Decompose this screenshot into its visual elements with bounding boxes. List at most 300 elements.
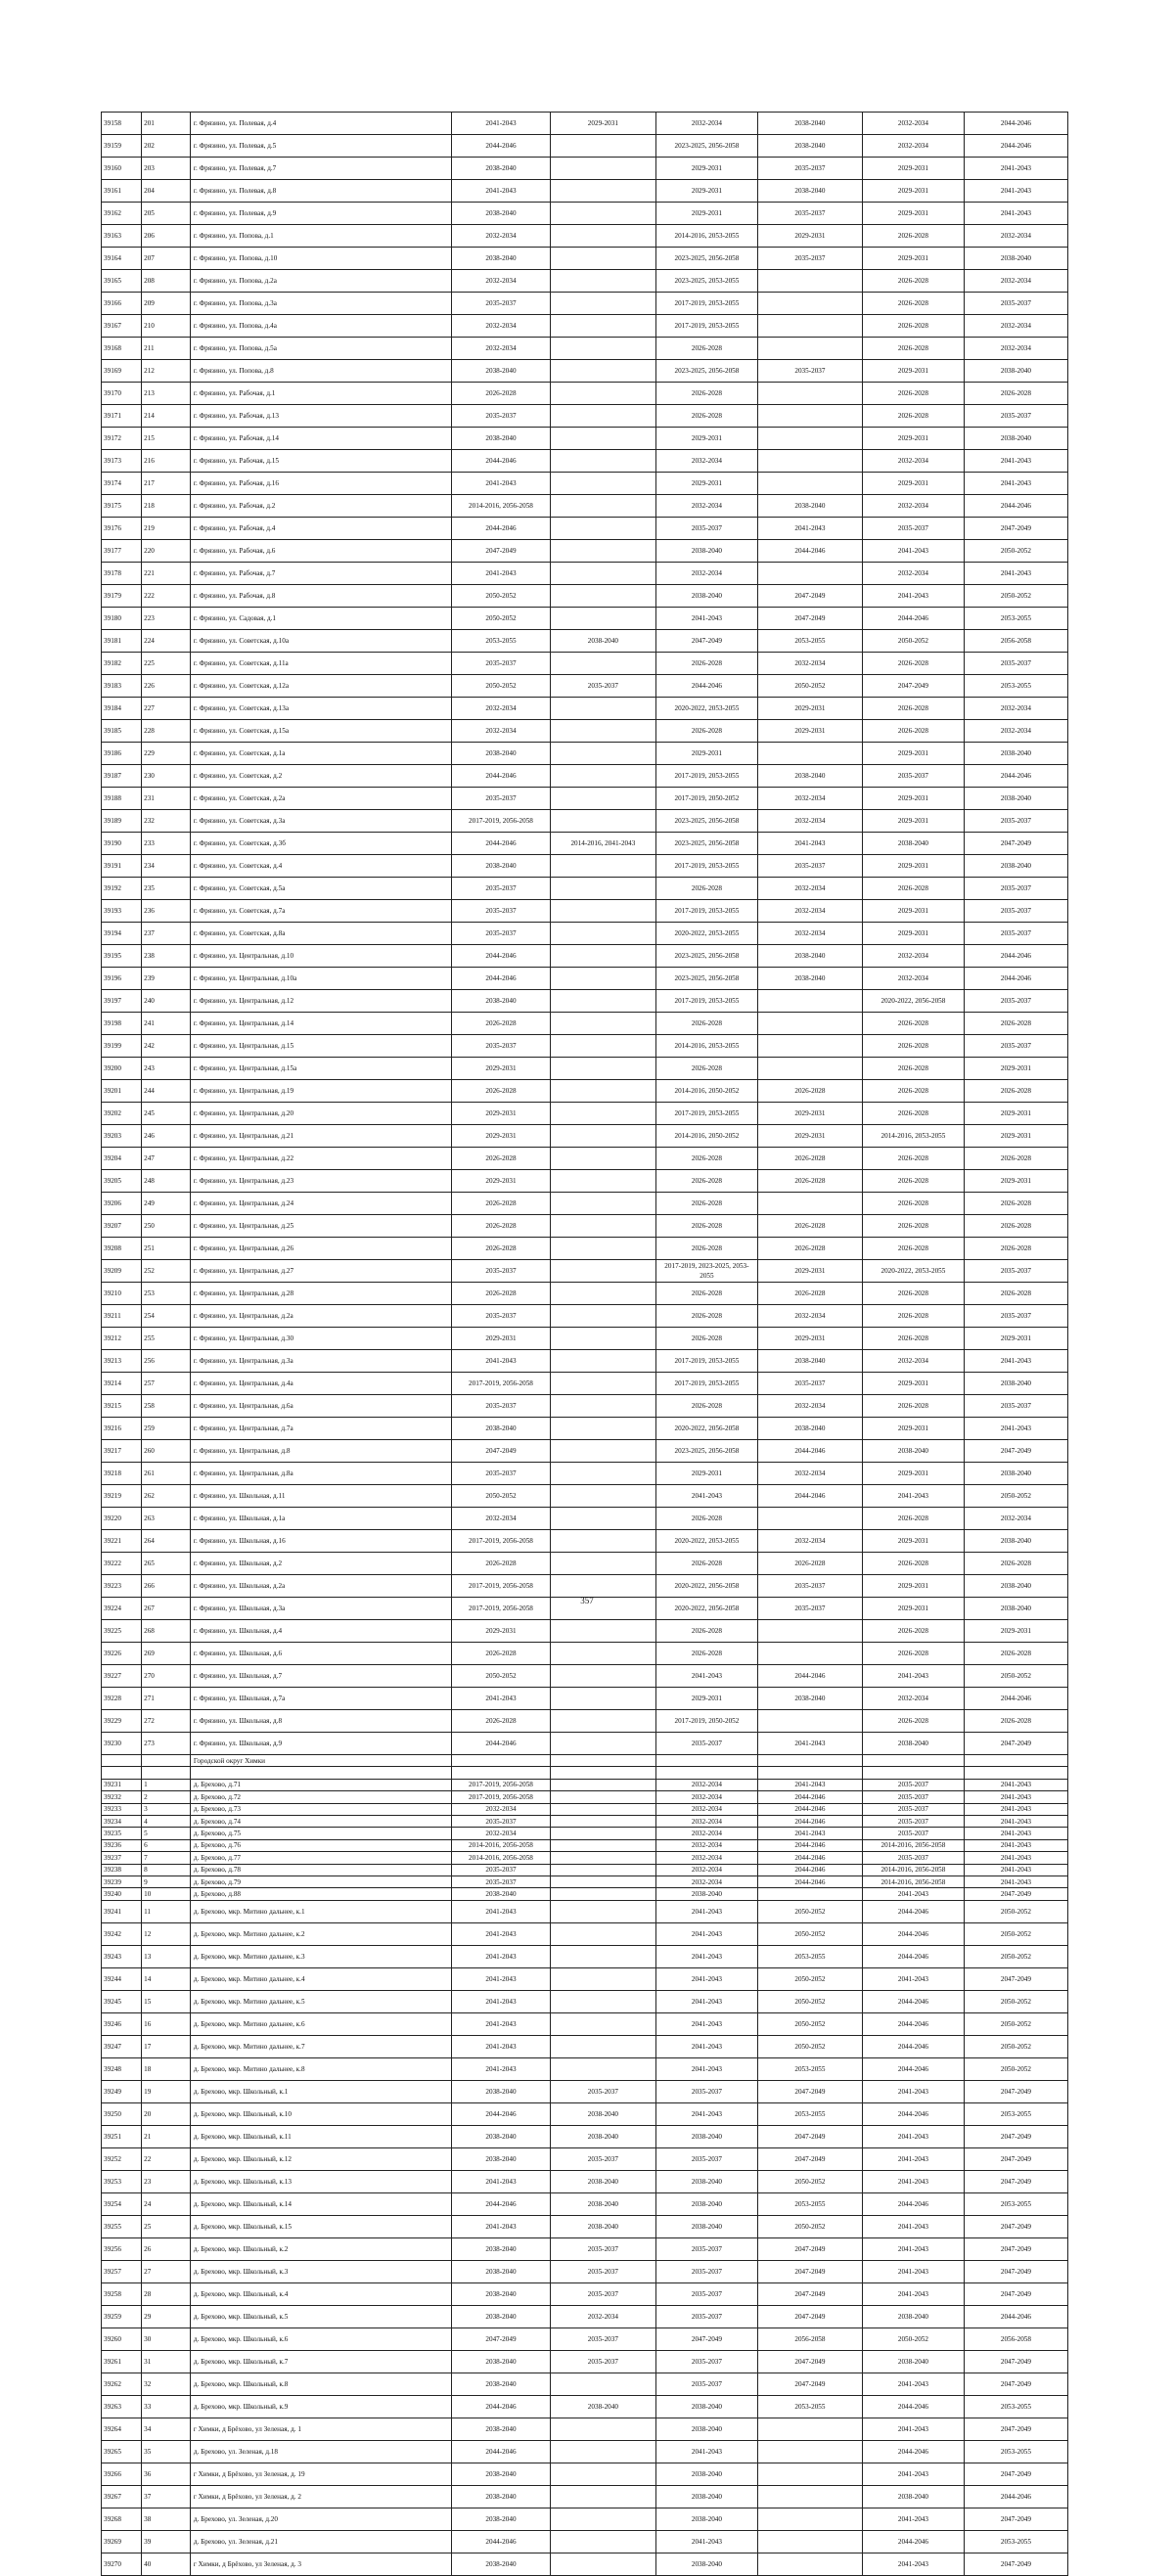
cell-id: 39163: [102, 225, 142, 248]
table-row: [102, 1530, 1068, 1553]
cell-period-2: [550, 1733, 655, 1755]
cell-period-5: 2029-2031: [862, 900, 964, 923]
cell-period-4: 2044-2046: [757, 540, 862, 563]
cell-period-1: 2038-2040: [452, 2282, 551, 2305]
cell-period-2: [550, 1967, 655, 1990]
cell-period-1: 2035-2037: [452, 788, 551, 810]
cell-id: 39185: [102, 720, 142, 743]
cell-period-1: 2041-2043: [452, 563, 551, 585]
cell-address: г. Фрязино, ул. Попова, д.4а: [190, 315, 451, 338]
cell-period-2: [550, 585, 655, 608]
cell-period-5: 2029-2031: [862, 158, 964, 180]
cell-period-2: [550, 990, 655, 1013]
cell-address: д. Брехово, мкр. Школьный, к.10: [190, 2102, 451, 2125]
cell-address: г. Фрязино, ул. Советская, д.3б: [190, 833, 451, 855]
cell-id: 39193: [102, 900, 142, 923]
cell-period-4: 2047-2049: [757, 2237, 862, 2260]
cell-num: 241: [142, 1013, 191, 1035]
cell-period-1: 2026-2028: [452, 1643, 551, 1665]
cell-period-4: 2026-2028: [757, 1553, 862, 1575]
cell-period-2: [550, 1440, 655, 1463]
cell-address: г. Фрязино, ул. Попова, д.10: [190, 248, 451, 270]
cell-num: 23: [142, 2170, 191, 2192]
cell-id: 39183: [102, 675, 142, 698]
cell-period-6: 2047-2049: [964, 1733, 1067, 1755]
cell-period-3: 2032-2034: [655, 450, 757, 473]
cell-period-2: [550, 1665, 655, 1688]
cell-id: 39239: [102, 1876, 142, 1887]
cell-period-2: 2038-2040: [550, 2192, 655, 2215]
cell-address: д. Брехово, мкр. Митино дальнее, к.8: [190, 2057, 451, 2080]
cell-num: 16: [142, 2012, 191, 2035]
cell-num: 35: [142, 2440, 191, 2463]
cell-id: 39203: [102, 1125, 142, 1148]
cell-period-4: [757, 450, 862, 473]
table-row: [102, 2102, 1068, 2125]
cell-num: 36: [142, 2463, 191, 2485]
cell-period-5: 2026-2028: [862, 1215, 964, 1238]
cell-period-3: 2041-2043: [655, 2057, 757, 2080]
cell-period-3: 2026-2028: [655, 878, 757, 900]
cell-num: 10: [142, 1888, 191, 1900]
cell-period-1: 2044-2046: [452, 2440, 551, 2463]
cell-id: 39257: [102, 2260, 142, 2282]
table-row: [102, 1148, 1068, 1170]
cell-period-5: 2041-2043: [862, 2418, 964, 2440]
cell-period-5: 2026-2028: [862, 1643, 964, 1665]
cell-address: г. Фрязино, ул. Советская, д.1а: [190, 743, 451, 765]
cell-period-2: 2035-2037: [550, 2282, 655, 2305]
cell-id: 39236: [102, 1839, 142, 1851]
cell-period-3: 2041-2043: [655, 1945, 757, 1967]
cell-address: г. Фрязино, ул. Попова, д.1: [190, 225, 451, 248]
cell-period-4: 2035-2037: [757, 1598, 862, 1620]
cell-id: 39263: [102, 2395, 142, 2418]
cell-period-2: [550, 518, 655, 540]
cell-period-1: 2026-2028: [452, 1283, 551, 1305]
cell-period-4: 2047-2049: [757, 2282, 862, 2305]
cell-id: 39196: [102, 968, 142, 990]
cell-period-4: 2047-2049: [757, 2080, 862, 2102]
cell-period-5: 2038-2040: [862, 2305, 964, 2327]
section-empty-cell: [757, 1755, 862, 1767]
cell-period-5: 2026-2028: [862, 1620, 964, 1643]
cell-num: 226: [142, 675, 191, 698]
cell-address: г. Фрязино, ул. Центральная, д.24: [190, 1193, 451, 1215]
cell-period-3: 2026-2028: [655, 720, 757, 743]
cell-num: 227: [142, 698, 191, 720]
cell-period-1: 2038-2040: [452, 203, 551, 225]
cell-period-5: 2041-2043: [862, 1665, 964, 1688]
cell-period-1: 2050-2052: [452, 1485, 551, 1508]
cell-id: 39178: [102, 563, 142, 585]
table-row: [102, 1395, 1068, 1418]
cell-period-1: 2035-2037: [452, 405, 551, 428]
cell-period-5: 2035-2037: [862, 518, 964, 540]
cell-period-3: 2032-2034: [655, 1779, 757, 1790]
cell-period-4: 2035-2037: [757, 203, 862, 225]
cell-period-3: 2014-2016, 2050-2052: [655, 1125, 757, 1148]
cell-period-4: 2032-2034: [757, 878, 862, 900]
cell-period-5: 2035-2037: [862, 1791, 964, 1803]
cell-address: г Химки, д Брёхово, ул Зеленая, д. 1: [190, 2418, 451, 2440]
cell-address: г. Фрязино, ул. Полевая, д.7: [190, 158, 451, 180]
cell-address: г. Фрязино, ул. Советская, д.12а: [190, 675, 451, 698]
cell-id: 39166: [102, 293, 142, 315]
cell-address: г. Фрязино, ул. Школьная, д.4: [190, 1620, 451, 1643]
cell-period-4: 2044-2046: [757, 1665, 862, 1688]
cell-period-1: 2038-2040: [452, 2305, 551, 2327]
table-row: [102, 855, 1068, 878]
cell-period-6: 2041-2043: [964, 1350, 1067, 1373]
table-row: [102, 203, 1068, 225]
cell-period-1: 2038-2040: [452, 1888, 551, 1900]
table-row: [102, 788, 1068, 810]
cell-period-1: 2041-2043: [452, 180, 551, 203]
cell-period-1: 2044-2046: [452, 2102, 551, 2125]
cell-period-4: 2044-2046: [757, 1876, 862, 1887]
cell-id: 39208: [102, 1238, 142, 1260]
cell-num: 232: [142, 810, 191, 833]
cell-period-1: 2038-2040: [452, 2463, 551, 2485]
cell-id: 39179: [102, 585, 142, 608]
cell-period-5: 2026-2028: [862, 1193, 964, 1215]
table-row: [102, 1035, 1068, 1058]
cell-period-3: 2038-2040: [655, 2508, 757, 2530]
cell-period-1: 2032-2034: [452, 720, 551, 743]
table-row: [102, 1013, 1068, 1035]
table-row: [102, 495, 1068, 518]
cell-period-3: 2026-2028: [655, 1215, 757, 1238]
cell-id: 39231: [102, 1779, 142, 1790]
cell-period-4: 2050-2052: [757, 2170, 862, 2192]
cell-period-2: [550, 1013, 655, 1035]
cell-period-6: 2047-2049: [964, 2215, 1067, 2237]
cell-period-2: [550, 1103, 655, 1125]
cell-num: 17: [142, 2035, 191, 2057]
cell-period-6: 2026-2028: [964, 1238, 1067, 1260]
cell-period-3: 2041-2043: [655, 1485, 757, 1508]
cell-num: 31: [142, 2350, 191, 2373]
cell-id: 39199: [102, 1035, 142, 1058]
table-row: [102, 2418, 1068, 2440]
table-row: [102, 900, 1068, 923]
cell-period-3: 2032-2034: [655, 113, 757, 135]
cell-period-6: 2035-2037: [964, 990, 1067, 1013]
cell-address: г. Фрязино, ул. Полевая, д.9: [190, 203, 451, 225]
cell-period-2: [550, 653, 655, 675]
cell-address: г. Фрязино, ул. Центральная, д.10: [190, 945, 451, 968]
cell-period-5: 2026-2028: [862, 1080, 964, 1103]
cell-period-2: 2038-2040: [550, 2215, 655, 2237]
cell-address: г. Фрязино, ул. Полевая, д.4: [190, 113, 451, 135]
cell-address: г. Фрязино, ул. Рабочая, д.4: [190, 518, 451, 540]
cell-period-2: [550, 788, 655, 810]
cell-id: 39265: [102, 2440, 142, 2463]
cell-period-6: 2047-2049: [964, 2463, 1067, 2485]
cell-period-1: 2026-2028: [452, 1238, 551, 1260]
cell-period-1: 2044-2046: [452, 450, 551, 473]
cell-period-4: 2026-2028: [757, 1148, 862, 1170]
cell-period-6: 2047-2049: [964, 2553, 1067, 2575]
cell-period-6: 2050-2052: [964, 540, 1067, 563]
table-row: [102, 1815, 1068, 1827]
cell-address: г. Фрязино, ул. Центральная, д.8а: [190, 1463, 451, 1485]
cell-period-6: 2032-2034: [964, 720, 1067, 743]
cell-period-5: 2026-2028: [862, 1103, 964, 1125]
cell-period-4: 2044-2046: [757, 1852, 862, 1864]
table-row: [102, 2395, 1068, 2418]
cell-period-4: 2032-2034: [757, 1305, 862, 1328]
table-row: [102, 450, 1068, 473]
table-row: [102, 360, 1068, 383]
cell-period-6: 2041-2043: [964, 1418, 1067, 1440]
cell-num: 218: [142, 495, 191, 518]
cell-period-4: [757, 1888, 862, 1900]
cell-period-1: 2041-2043: [452, 473, 551, 495]
table-row: [102, 990, 1068, 1013]
cell-num: 21: [142, 2125, 191, 2147]
cell-period-5: 2035-2037: [862, 1828, 964, 1839]
cell-period-5: 2044-2046: [862, 1900, 964, 1922]
section-row: [102, 1755, 1068, 1767]
cell-id: 39174: [102, 473, 142, 495]
cell-period-1: 2053-2055: [452, 630, 551, 653]
cell-period-5: 2029-2031: [862, 180, 964, 203]
cell-address: г Химки, д Брёхово, ул Зеленая, д. 2: [190, 2485, 451, 2508]
table-row: [102, 1575, 1068, 1598]
table-row: [102, 2125, 1068, 2147]
cell-num: 237: [142, 923, 191, 945]
cell-num: 32: [142, 2373, 191, 2395]
cell-period-1: 2038-2040: [452, 2418, 551, 2440]
cell-period-2: [550, 1876, 655, 1887]
cell-address: г. Фрязино, ул. Центральная, д.8: [190, 1440, 451, 1463]
cell-period-4: [757, 315, 862, 338]
cell-period-5: 2041-2043: [862, 585, 964, 608]
cell-period-2: [550, 248, 655, 270]
table-row: [102, 1328, 1068, 1350]
cell-period-1: 2038-2040: [452, 990, 551, 1013]
cell-period-4: 2032-2034: [757, 653, 862, 675]
cell-address: г. Фрязино, ул. Попова, д.5а: [190, 338, 451, 360]
cell-period-4: 2047-2049: [757, 2373, 862, 2395]
cell-period-3: 2026-2028: [655, 383, 757, 405]
cell-period-5: 2044-2046: [862, 2192, 964, 2215]
cell-num: 5: [142, 1828, 191, 1839]
cell-period-1: 2044-2046: [452, 2530, 551, 2553]
cell-address: г. Фрязино, ул. Центральная, д.19: [190, 1080, 451, 1103]
table-row: [102, 608, 1068, 630]
cell-id: 39201: [102, 1080, 142, 1103]
cell-period-5: 2038-2040: [862, 833, 964, 855]
cell-period-2: [550, 1815, 655, 1827]
cell-period-3: 2041-2043: [655, 2440, 757, 2463]
cell-id: 39188: [102, 788, 142, 810]
cell-num: 224: [142, 630, 191, 653]
cell-period-6: 2035-2037: [964, 1395, 1067, 1418]
cell-period-5: 2026-2028: [862, 1013, 964, 1035]
table-row: [102, 1852, 1068, 1864]
cell-num: 2: [142, 1791, 191, 1803]
cell-period-6: 2038-2040: [964, 1463, 1067, 1485]
cell-period-4: 2026-2028: [757, 1080, 862, 1103]
cell-address: г. Фрязино, ул. Советская, д.11а: [190, 653, 451, 675]
cell-period-2: [550, 135, 655, 158]
cell-address: г. Фрязино, ул. Центральная, д.23: [190, 1170, 451, 1193]
cell-period-4: [757, 2485, 862, 2508]
cell-period-5: 2035-2037: [862, 1803, 964, 1815]
cell-period-2: [550, 1508, 655, 1530]
cell-id: 39270: [102, 2553, 142, 2575]
cell-num: 18: [142, 2057, 191, 2080]
cell-period-2: [550, 1688, 655, 1710]
cell-period-4: 2050-2052: [757, 1967, 862, 1990]
table-row: [102, 2035, 1068, 2057]
cell-id: 39259: [102, 2305, 142, 2327]
cell-period-2: [550, 1900, 655, 1922]
cell-id: 39252: [102, 2147, 142, 2170]
cell-id: 39207: [102, 1215, 142, 1238]
cell-period-5: 2029-2031: [862, 1598, 964, 1620]
cell-period-5: 2044-2046: [862, 2395, 964, 2418]
cell-period-6: 2053-2055: [964, 675, 1067, 698]
cell-period-4: [757, 1013, 862, 1035]
cell-id: 39216: [102, 1418, 142, 1440]
cell-period-2: [550, 1530, 655, 1553]
cell-num: 7: [142, 1852, 191, 1864]
cell-period-6: 2041-2043: [964, 1828, 1067, 1839]
cell-id: 39181: [102, 630, 142, 653]
cell-period-3: 2032-2034: [655, 1852, 757, 1864]
cell-period-3: 2017-2019, 2053-2055: [655, 293, 757, 315]
cell-id: 39268: [102, 2508, 142, 2530]
cell-id: 39261: [102, 2350, 142, 2373]
cell-period-1: 2026-2028: [452, 1080, 551, 1103]
cell-period-1: 2029-2031: [452, 1103, 551, 1125]
cell-period-3: 2017-2019, 2050-2052: [655, 1710, 757, 1733]
table-row: [102, 1791, 1068, 1803]
cell-period-3: 2014-2016, 2050-2052: [655, 1080, 757, 1103]
cell-id: 39234: [102, 1815, 142, 1827]
cell-period-4: 2053-2055: [757, 630, 862, 653]
cell-num: 255: [142, 1328, 191, 1350]
cell-period-3: 2026-2028: [655, 1170, 757, 1193]
cell-period-2: 2035-2037: [550, 2237, 655, 2260]
cell-period-3: 2017-2019, 2053-2055: [655, 990, 757, 1013]
cell-period-4: [757, 383, 862, 405]
cell-address: д. Брехово, мкр. Школьный, к.8: [190, 2373, 451, 2395]
cell-period-6: 2038-2040: [964, 743, 1067, 765]
cell-period-5: 2029-2031: [862, 428, 964, 450]
cell-period-2: [550, 1922, 655, 1945]
cell-period-6: 2029-2031: [964, 1103, 1067, 1125]
cell-period-5: 2026-2028: [862, 1170, 964, 1193]
table-row: [102, 2147, 1068, 2170]
cell-period-5: 2032-2034: [862, 113, 964, 135]
cell-period-1: 2044-2046: [452, 833, 551, 855]
cell-period-2: 2038-2040: [550, 2395, 655, 2418]
cell-period-6: 2050-2052: [964, 2012, 1067, 2035]
cell-period-2: [550, 1575, 655, 1598]
cell-id: 39164: [102, 248, 142, 270]
cell-period-1: 2029-2031: [452, 1125, 551, 1148]
cell-period-6: 2047-2049: [964, 2373, 1067, 2395]
cell-period-1: 2038-2040: [452, 2373, 551, 2395]
cell-period-5: 2020-2022, 2056-2058: [862, 990, 964, 1013]
cell-id: 39232: [102, 1791, 142, 1803]
cell-address: г. Фрязино, ул. Центральная, д.10а: [190, 968, 451, 990]
cell-address: г. Фрязино, ул. Рабочая, д.13: [190, 405, 451, 428]
cell-period-4: 2044-2046: [757, 1791, 862, 1803]
cell-period-6: 2041-2043: [964, 450, 1067, 473]
cell-num: 30: [142, 2327, 191, 2350]
cell-period-6: 2047-2049: [964, 2170, 1067, 2192]
cell-address: д. Брехово, мкр. Школьный, к.13: [190, 2170, 451, 2192]
cell-period-3: 2017-2019, 2053-2055: [655, 900, 757, 923]
cell-id: 39191: [102, 855, 142, 878]
cell-num: 13: [142, 1945, 191, 1967]
cell-period-2: 2038-2040: [550, 2125, 655, 2147]
cell-period-4: 2029-2031: [757, 720, 862, 743]
cell-period-2: [550, 1215, 655, 1238]
cell-period-1: 2038-2040: [452, 2080, 551, 2102]
cell-address: г. Фрязино, ул. Центральная, д.15а: [190, 1058, 451, 1080]
cell-period-3: 2017-2019, 2023-2025, 2053-2055: [655, 1260, 757, 1283]
cell-id: 39217: [102, 1440, 142, 1463]
cell-num: 225: [142, 653, 191, 675]
cell-id: 39167: [102, 315, 142, 338]
cell-period-1: 2032-2034: [452, 270, 551, 293]
cell-period-3: 2026-2028: [655, 1305, 757, 1328]
cell-period-2: 2035-2037: [550, 675, 655, 698]
cell-address: г. Фрязино, ул. Попова, д.3а: [190, 293, 451, 315]
cell-period-6: 2029-2031: [964, 1058, 1067, 1080]
cell-period-3: 2026-2028: [655, 1620, 757, 1643]
cell-period-5: 2026-2028: [862, 1148, 964, 1170]
cell-num: 205: [142, 203, 191, 225]
cell-period-2: [550, 878, 655, 900]
cell-period-4: 2041-2043: [757, 1828, 862, 1839]
cell-num: 250: [142, 1215, 191, 1238]
cell-address: г Химки, д Брёхово, ул Зеленая, д. 3: [190, 2553, 451, 2575]
table-row: [102, 1828, 1068, 1839]
cell-period-6: 2026-2028: [964, 1193, 1067, 1215]
cell-address: д. Брехово, мкр. Школьный, к.7: [190, 2350, 451, 2373]
cell-period-4: 2047-2049: [757, 2305, 862, 2327]
cell-period-4: 2050-2052: [757, 1922, 862, 1945]
cell-num: 257: [142, 1373, 191, 1395]
cell-period-3: 2026-2028: [655, 1193, 757, 1215]
cell-id: 39223: [102, 1575, 142, 1598]
cell-period-1: 2032-2034: [452, 225, 551, 248]
cell-period-1: 2026-2028: [452, 1215, 551, 1238]
table-row: [102, 1876, 1068, 1887]
cell-num: 8: [142, 1864, 191, 1876]
cell-period-2: [550, 315, 655, 338]
cell-period-1: 2038-2040: [452, 2147, 551, 2170]
cell-period-3: 2032-2034: [655, 1815, 757, 1827]
cell-period-3: 2026-2028: [655, 1013, 757, 1035]
cell-address: г. Фрязино, ул. Школьная, д.3а: [190, 1598, 451, 1620]
cell-period-3: 2023-2025, 2056-2058: [655, 833, 757, 855]
cell-num: 220: [142, 540, 191, 563]
cell-period-4: [757, 338, 862, 360]
cell-period-6: 2050-2052: [964, 1945, 1067, 1967]
section-empty-cell: [964, 1755, 1067, 1767]
cell-address: г. Фрязино, ул. Центральная, д.25: [190, 1215, 451, 1238]
cell-period-1: 2038-2040: [452, 2350, 551, 2373]
